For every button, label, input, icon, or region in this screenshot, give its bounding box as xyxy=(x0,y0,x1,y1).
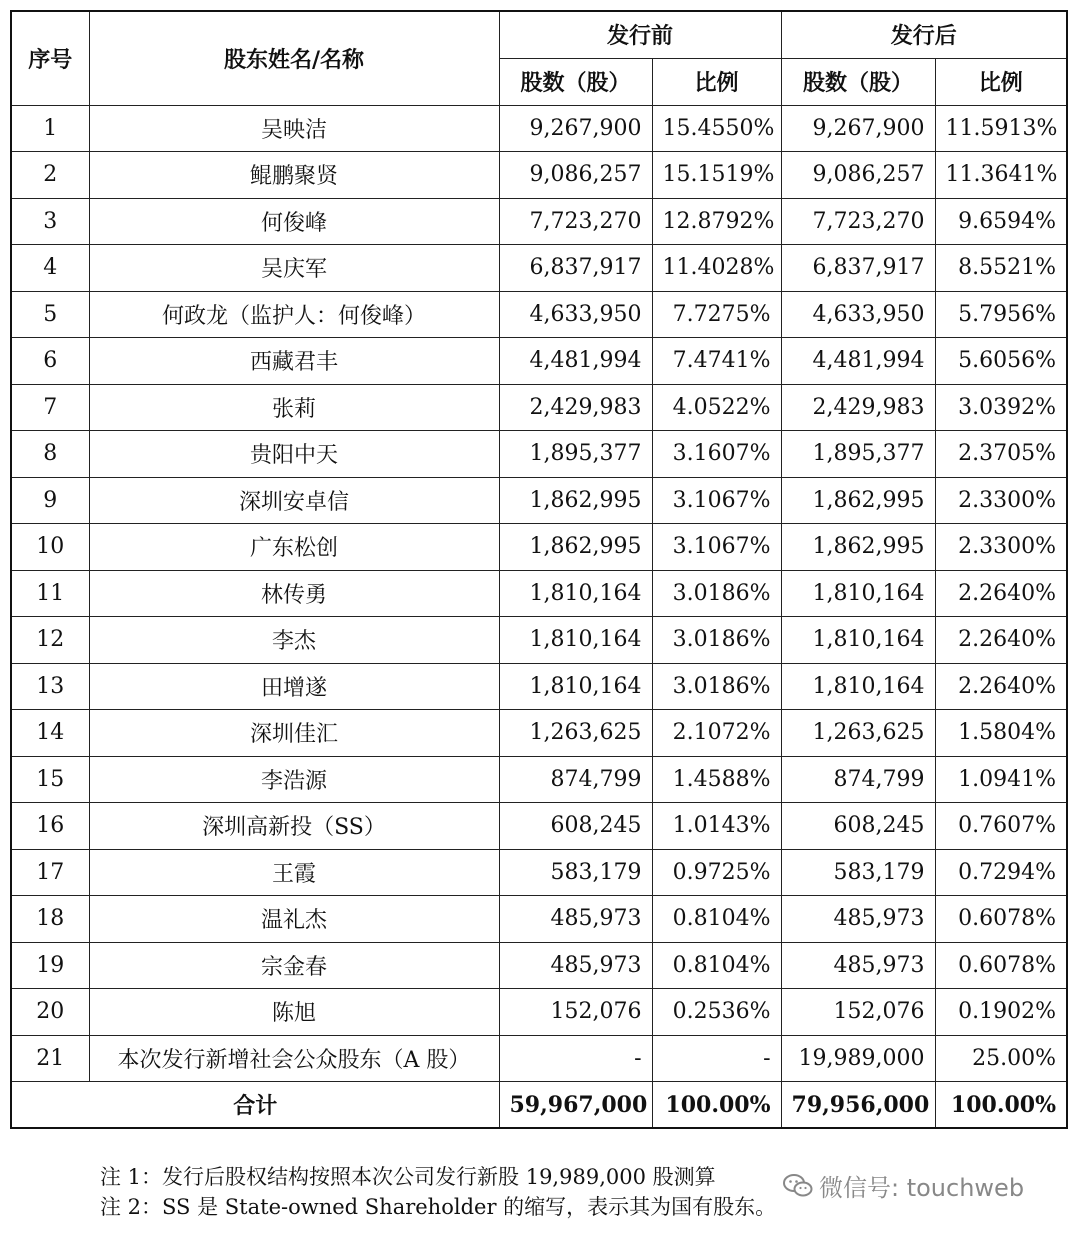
row-before-shares: 1,810,164 xyxy=(499,570,652,617)
table-header xyxy=(11,11,1067,105)
table-row xyxy=(11,663,1067,710)
header-before-shares: 股数（股） xyxy=(499,58,652,105)
row-before-shares: 7,723,270 xyxy=(499,198,652,245)
table-row xyxy=(11,198,1067,245)
row-after-shares: 1,895,377 xyxy=(781,431,935,478)
row-before-ratio: 4.0522% xyxy=(652,384,781,431)
row-before-ratio: 1.0143% xyxy=(652,803,781,850)
row-before-shares: 4,481,994 xyxy=(499,338,652,385)
row-shareholder-name: 深圳佳汇 xyxy=(89,710,499,757)
row-shareholder-name: 何政龙（监护人：何俊峰） xyxy=(89,291,499,338)
row-after-ratio: 11.3641% xyxy=(935,152,1067,199)
header-after: 发行后 xyxy=(781,11,1067,58)
row-before-shares: 1,862,995 xyxy=(499,477,652,524)
table-row xyxy=(11,1035,1067,1082)
row-before-shares: 9,086,257 xyxy=(499,152,652,199)
table-row xyxy=(11,384,1067,431)
row-after-ratio: 11.5913% xyxy=(935,105,1067,152)
row-after-ratio: 3.0392% xyxy=(935,384,1067,431)
row-after-shares: 1,810,164 xyxy=(781,570,935,617)
row-shareholder-name: 西藏君丰 xyxy=(89,338,499,385)
table-row xyxy=(11,989,1067,1036)
row-before-shares: 608,245 xyxy=(499,803,652,850)
row-after-ratio: 2.3300% xyxy=(935,477,1067,524)
row-before-ratio: 0.2536% xyxy=(652,989,781,1036)
table-footer xyxy=(11,1082,1067,1129)
table-row xyxy=(11,338,1067,385)
row-before-shares: 6,837,917 xyxy=(499,245,652,292)
table-row xyxy=(11,152,1067,199)
row-after-shares: 1,263,625 xyxy=(781,710,935,757)
total-before-shares: 59,967,000 xyxy=(499,1082,652,1129)
row-before-shares: 4,633,950 xyxy=(499,291,652,338)
row-after-shares: 1,810,164 xyxy=(781,617,935,664)
row-before-shares: 485,973 xyxy=(499,942,652,989)
row-number: 12 xyxy=(11,617,89,664)
row-after-ratio: 5.7956% xyxy=(935,291,1067,338)
row-before-shares: 1,263,625 xyxy=(499,710,652,757)
row-before-ratio: 3.1067% xyxy=(652,524,781,571)
table-row xyxy=(11,710,1067,757)
table-body xyxy=(11,105,1067,1082)
row-shareholder-name: 广东松创 xyxy=(89,524,499,571)
row-after-ratio: 2.2640% xyxy=(935,570,1067,617)
row-shareholder-name: 温礼杰 xyxy=(89,896,499,943)
row-before-ratio: 15.4550% xyxy=(652,105,781,152)
total-row xyxy=(11,1082,1067,1129)
row-number: 8 xyxy=(11,431,89,478)
row-before-ratio: 3.1607% xyxy=(652,431,781,478)
row-before-shares: 1,862,995 xyxy=(499,524,652,571)
row-shareholder-name: 陈旭 xyxy=(89,989,499,1036)
row-shareholder-name: 深圳高新投（SS） xyxy=(89,803,499,850)
row-after-ratio: 0.7294% xyxy=(935,849,1067,896)
wechat-icon xyxy=(783,1173,813,1199)
watermark xyxy=(783,1168,1024,1203)
row-shareholder-name: 李浩源 xyxy=(89,756,499,803)
row-shareholder-name: 李杰 xyxy=(89,617,499,664)
row-before-ratio: 2.1072% xyxy=(652,710,781,757)
row-number: 2 xyxy=(11,152,89,199)
row-after-shares: 2,429,983 xyxy=(781,384,935,431)
watermark-text: 微信号: touchweb xyxy=(819,1174,1025,1202)
row-shareholder-name: 本次发行新增社会公众股东（A 股） xyxy=(89,1035,499,1082)
row-after-shares: 7,723,270 xyxy=(781,198,935,245)
row-after-shares: 152,076 xyxy=(781,989,935,1036)
row-number: 6 xyxy=(11,338,89,385)
header-before-ratio: 比例 xyxy=(652,58,781,105)
table-row xyxy=(11,617,1067,664)
row-number: 1 xyxy=(11,105,89,152)
row-shareholder-name: 贵阳中天 xyxy=(89,431,499,478)
row-number: 3 xyxy=(11,198,89,245)
row-before-ratio: 7.7275% xyxy=(652,291,781,338)
row-before-shares: 1,810,164 xyxy=(499,617,652,664)
row-number: 20 xyxy=(11,989,89,1036)
total-after-ratio: 100.00% xyxy=(935,1082,1067,1129)
row-after-shares: 1,862,995 xyxy=(781,524,935,571)
row-before-ratio: 3.0186% xyxy=(652,663,781,710)
row-number: 13 xyxy=(11,663,89,710)
row-after-shares: 485,973 xyxy=(781,896,935,943)
row-shareholder-name: 吴庆军 xyxy=(89,245,499,292)
header-before: 发行前 xyxy=(499,11,781,58)
row-after-shares: 1,810,164 xyxy=(781,663,935,710)
row-number: 9 xyxy=(11,477,89,524)
note-1: 注 1：发行后股权结构按照本次公司发行新股 19,989,000 股测算 xyxy=(100,1165,716,1189)
table-row xyxy=(11,524,1067,571)
row-after-shares: 608,245 xyxy=(781,803,935,850)
total-before-ratio: 100.00% xyxy=(652,1082,781,1129)
row-before-shares: 485,973 xyxy=(499,896,652,943)
row-before-shares: 9,267,900 xyxy=(499,105,652,152)
row-before-ratio: 3.1067% xyxy=(652,477,781,524)
row-after-shares: 1,862,995 xyxy=(781,477,935,524)
row-after-ratio: 1.0941% xyxy=(935,756,1067,803)
table-row xyxy=(11,942,1067,989)
row-before-shares: 152,076 xyxy=(499,989,652,1036)
row-after-shares: 4,481,994 xyxy=(781,338,935,385)
row-shareholder-name: 张莉 xyxy=(89,384,499,431)
table-row xyxy=(11,245,1067,292)
row-after-ratio: 0.1902% xyxy=(935,989,1067,1036)
total-label: 合计 xyxy=(11,1082,499,1129)
note-2: 注 2：SS 是 State-owned Shareholder 的缩写，表示其为国有股东。 xyxy=(100,1195,777,1219)
row-after-shares: 9,086,257 xyxy=(781,152,935,199)
row-number: 21 xyxy=(11,1035,89,1082)
row-before-shares: 2,429,983 xyxy=(499,384,652,431)
row-after-shares: 485,973 xyxy=(781,942,935,989)
row-after-shares: 9,267,900 xyxy=(781,105,935,152)
row-after-shares: 874,799 xyxy=(781,756,935,803)
row-number: 18 xyxy=(11,896,89,943)
row-after-shares: 19,989,000 xyxy=(781,1035,935,1082)
row-number: 17 xyxy=(11,849,89,896)
header-after-ratio: 比例 xyxy=(935,58,1067,105)
notes xyxy=(100,1162,776,1222)
table-row xyxy=(11,803,1067,850)
row-after-ratio: 1.5804% xyxy=(935,710,1067,757)
row-after-ratio: 0.6078% xyxy=(935,942,1067,989)
row-after-ratio: 25.00% xyxy=(935,1035,1067,1082)
table-row xyxy=(11,431,1067,478)
row-after-ratio: 2.2640% xyxy=(935,663,1067,710)
row-before-ratio: 1.4588% xyxy=(652,756,781,803)
row-before-shares: 1,895,377 xyxy=(499,431,652,478)
row-before-ratio: 3.0186% xyxy=(652,617,781,664)
header-name: 股东姓名/名称 xyxy=(89,11,499,105)
row-after-shares: 4,633,950 xyxy=(781,291,935,338)
row-before-ratio: 0.8104% xyxy=(652,942,781,989)
row-before-shares: 874,799 xyxy=(499,756,652,803)
table-row xyxy=(11,105,1067,152)
table-row xyxy=(11,896,1067,943)
row-before-ratio: 3.0186% xyxy=(652,570,781,617)
table-row xyxy=(11,477,1067,524)
table-row xyxy=(11,291,1067,338)
row-number: 10 xyxy=(11,524,89,571)
header-seq: 序号 xyxy=(11,11,89,105)
row-after-ratio: 0.7607% xyxy=(935,803,1067,850)
row-before-ratio: 15.1519% xyxy=(652,152,781,199)
row-number: 11 xyxy=(11,570,89,617)
row-before-ratio: 12.8792% xyxy=(652,198,781,245)
row-after-ratio: 2.3705% xyxy=(935,431,1067,478)
row-before-ratio: 11.4028% xyxy=(652,245,781,292)
table-row xyxy=(11,849,1067,896)
row-number: 14 xyxy=(11,710,89,757)
row-before-ratio: 0.8104% xyxy=(652,896,781,943)
row-after-ratio: 8.5521% xyxy=(935,245,1067,292)
row-after-shares: 6,837,917 xyxy=(781,245,935,292)
row-shareholder-name: 宗金春 xyxy=(89,942,499,989)
table-row xyxy=(11,756,1067,803)
row-before-shares: - xyxy=(499,1035,652,1082)
row-before-ratio: 7.4741% xyxy=(652,338,781,385)
row-shareholder-name: 田增遂 xyxy=(89,663,499,710)
table-row xyxy=(11,570,1067,617)
total-after-shares: 79,956,000 xyxy=(781,1082,935,1129)
row-shareholder-name: 林传勇 xyxy=(89,570,499,617)
row-before-shares: 583,179 xyxy=(499,849,652,896)
row-after-ratio: 5.6056% xyxy=(935,338,1067,385)
row-before-ratio: 0.9725% xyxy=(652,849,781,896)
row-before-ratio: - xyxy=(652,1035,781,1082)
row-number: 19 xyxy=(11,942,89,989)
row-after-ratio: 2.3300% xyxy=(935,524,1067,571)
header-after-shares: 股数（股） xyxy=(781,58,935,105)
row-after-shares: 583,179 xyxy=(781,849,935,896)
row-after-ratio: 0.6078% xyxy=(935,896,1067,943)
row-number: 7 xyxy=(11,384,89,431)
row-number: 5 xyxy=(11,291,89,338)
row-after-ratio: 9.6594% xyxy=(935,198,1067,245)
row-shareholder-name: 鲲鹏聚贤 xyxy=(89,152,499,199)
row-shareholder-name: 深圳安卓信 xyxy=(89,477,499,524)
shareholder-table xyxy=(10,10,1068,1129)
row-before-shares: 1,810,164 xyxy=(499,663,652,710)
row-number: 16 xyxy=(11,803,89,850)
row-number: 15 xyxy=(11,756,89,803)
row-shareholder-name: 王霞 xyxy=(89,849,499,896)
row-shareholder-name: 吴映洁 xyxy=(89,105,499,152)
row-number: 4 xyxy=(11,245,89,292)
row-after-ratio: 2.2640% xyxy=(935,617,1067,664)
row-shareholder-name: 何俊峰 xyxy=(89,198,499,245)
